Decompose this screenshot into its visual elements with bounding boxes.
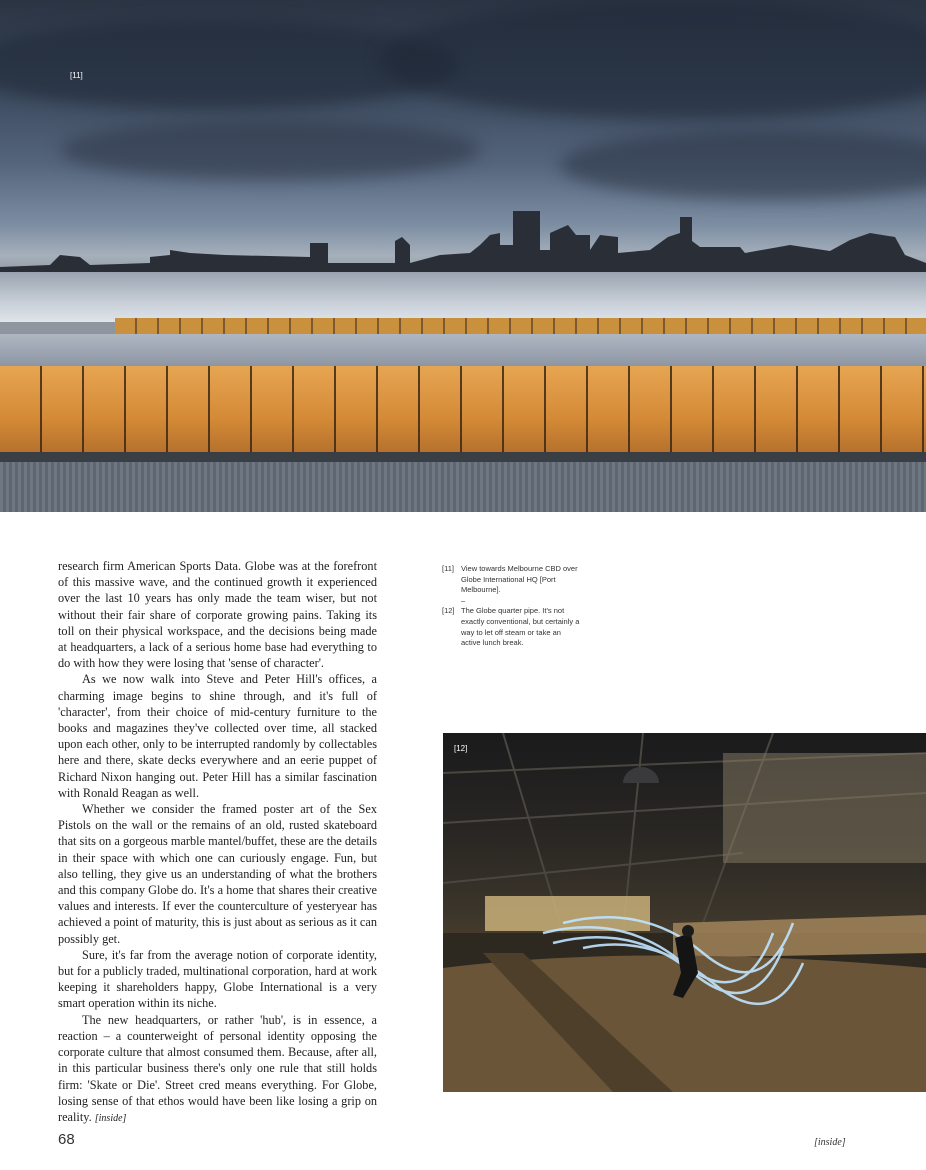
paragraph-5: [58, 1012, 377, 1127]
article-body: [58, 558, 377, 1127]
caption-separator: –: [461, 595, 466, 605]
caption-11: [442, 564, 582, 596]
magazine-name: [inside]: [814, 1137, 846, 1148]
paragraph-5-text: The new headquarters, or rather 'hub', is in essence, a reaction – a counterweight of personal identity opposing the corporate culture that almost consumed them. Because, after all, in this particular business there's only one rule that still holds firm: 'Skate or Die'. Street cred means everything. For Globe, losing sense of that ethos would have been like losing a grip on reality.: [58, 1012, 377, 1124]
paragraph-1: research firm American Sports Data. Globe was at the forefront of this massive wave, and the continued growth it experienced over the last 10 years has only made the team wiser, but not without their fair share of corporate growing pains. Taking its toll on their physical workspace, and the decisions being made at headquarters, a lack of a serious home base had everything to do with how they were losing that 'sense of character'.: [58, 559, 377, 671]
paragraph-3: Whether we consider the framed poster art of the Sex Pistols on the wall or the remains of an old, rusted skateboard that sits on a gorgeous marble mantel/buffet, these are the details in their space with which one can curiously engage. Fun, but also telling, they give us an understanding of what the brothers and this company Globe do. It's a home that shares their creative values and interests. If ever the counterculture of yesteryear has achieved a point of maturity, this is just about as serious as it can possibly get.: [58, 802, 377, 946]
caption-12: [442, 606, 582, 648]
warehouse-scene: [443, 733, 926, 1092]
photo-melbourne-skyline: [0, 0, 926, 512]
photo-number-11: [11]: [70, 71, 83, 80]
photo-number-12: [12]: [454, 744, 468, 753]
caption-text: The Globe quarter pipe. It's not exactly conventional, but certainly a way to let off steam or take an active lunch break.: [461, 606, 580, 648]
caption-number: [11]: [442, 564, 454, 573]
illuminated-facade: [0, 366, 926, 454]
caption-text: View towards Melbourne CBD over Globe International HQ [Port Melbourne].: [461, 564, 578, 595]
photo-skate-quarter-pipe: [443, 733, 926, 1092]
article-signoff: [inside]: [94, 1112, 127, 1124]
photo-captions: [442, 564, 582, 649]
caption-number: [12]: [442, 606, 455, 616]
paragraph-4: Sure, it's far from the average notion of corporate identity, but for a publicly traded, multinational corporation, hard at work keeping it shareholders happy, Globe International is a very smart operation within its niche.: [58, 947, 377, 1011]
page-number: 68: [58, 1131, 75, 1148]
paragraph-2: As we now walk into Steve and Peter Hill's offices, a charming image begins to shine through, and it's full of 'character', from their choice of mid-century furniture to the books and magazines they've collected over time, all stacked upon each other, only to be interrupted randomly by collectables here and there, skate decks everywhere and an eerie puppet of Richard Nixon hanging out. Peter Hill has a similar fascination with Ronald Reagan as well.: [58, 672, 377, 800]
